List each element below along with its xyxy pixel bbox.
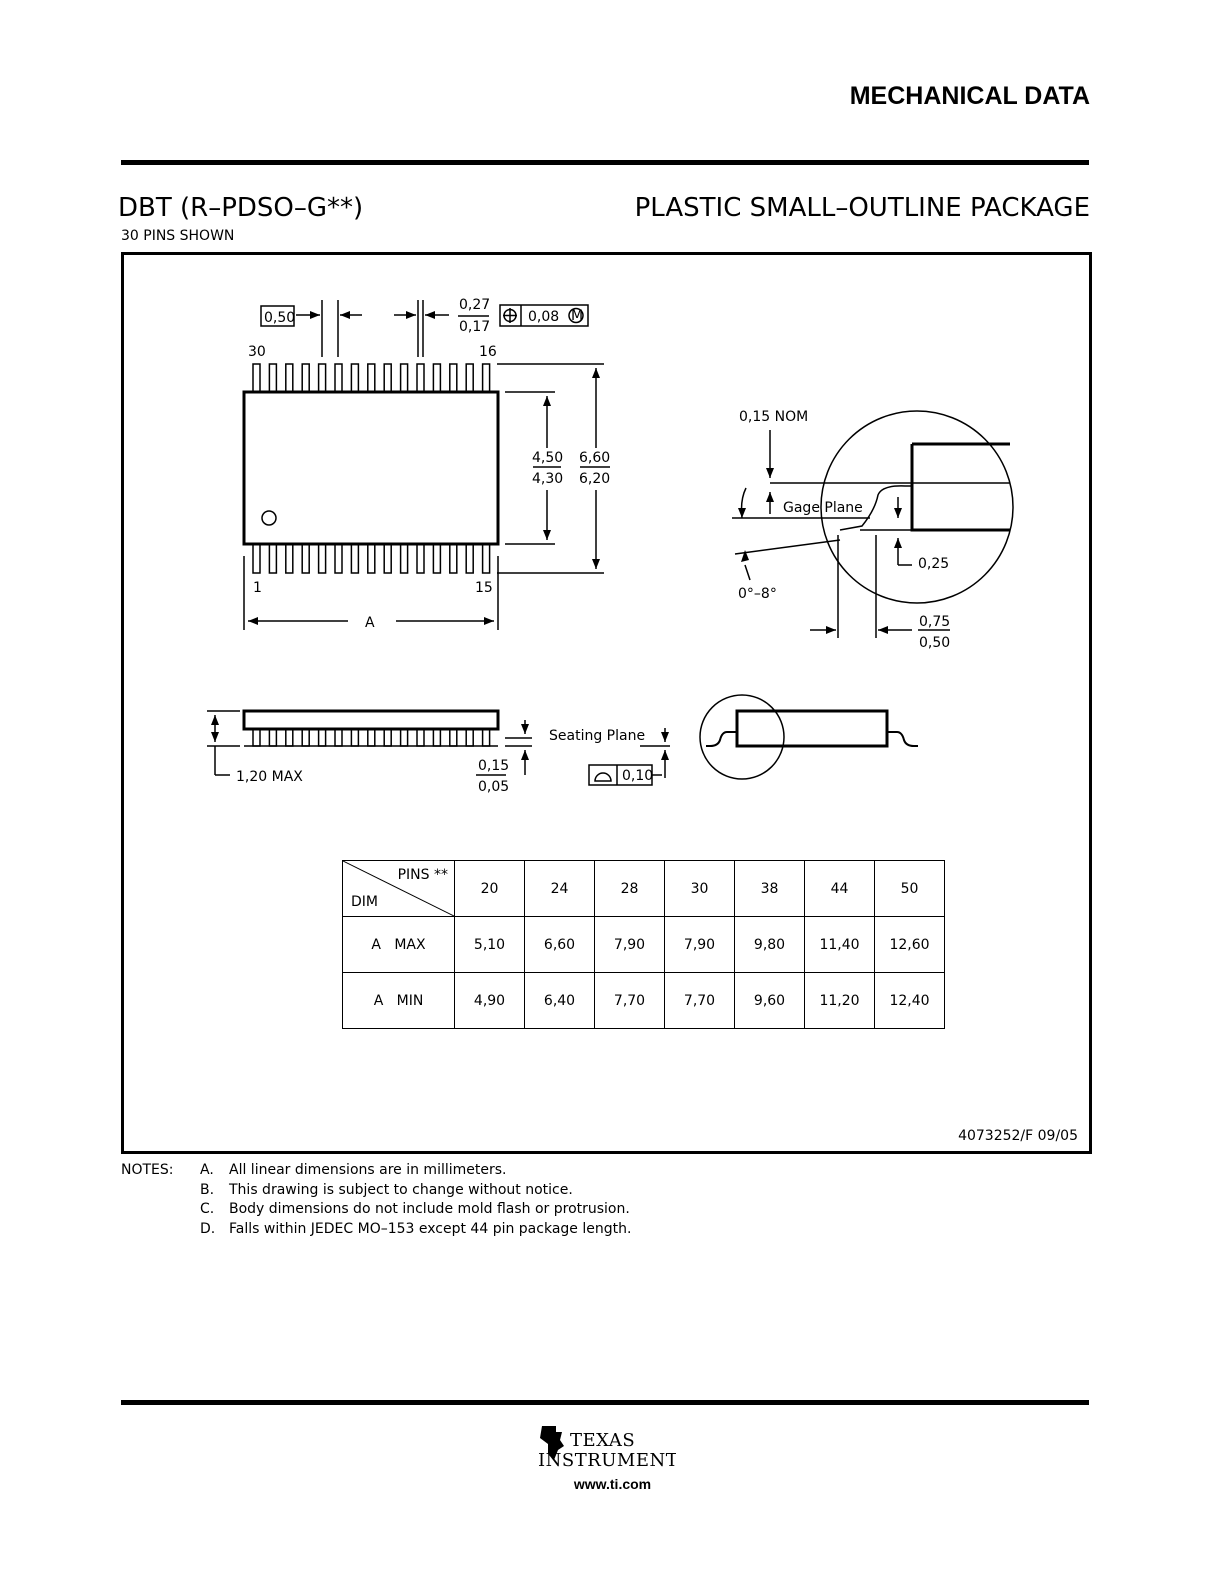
pin-15-label: 15: [475, 580, 493, 596]
table-cell: 6,40: [525, 973, 595, 1029]
lead: [286, 729, 293, 746]
lead: [483, 364, 490, 392]
pin-count-cell: 24: [525, 861, 595, 917]
table-cell: 7,70: [665, 973, 735, 1029]
lead: [384, 364, 391, 392]
standoff-max: 0,15: [478, 758, 510, 774]
foot-length-min: 0,50: [919, 635, 951, 651]
pin-count-cell: 30: [665, 861, 735, 917]
body-width-min: 4,30: [532, 471, 564, 487]
lead: [302, 364, 309, 392]
table-cell: 11,20: [805, 973, 875, 1029]
lead: [401, 544, 408, 573]
website-url: www.ti.com: [573, 1476, 652, 1492]
note-letter: D.: [200, 1221, 216, 1237]
foot-length-max: 0,75: [919, 614, 951, 630]
table-header-row: [343, 861, 945, 917]
table-cell: 7,90: [595, 917, 665, 973]
note-letter: B.: [200, 1182, 215, 1198]
lead: [433, 729, 440, 746]
pitch-value: 0,50: [264, 310, 296, 326]
note-text: Body dimensions do not include mold flash or protrusion.: [229, 1201, 630, 1217]
lead: [384, 729, 391, 746]
side-detail-circle: [700, 695, 784, 779]
pin-1-label: 1: [253, 580, 262, 596]
lead: [302, 729, 309, 746]
table-cell: 4,90: [455, 973, 525, 1029]
pin1-indicator: [262, 511, 276, 525]
drawing-labels: [236, 297, 950, 795]
lead: [319, 364, 326, 392]
table-cell: 9,80: [735, 917, 805, 973]
lead: [417, 729, 424, 746]
package-body-side-view: [244, 711, 498, 729]
logo-line-1: TEXAS: [570, 1430, 636, 1451]
lead: [450, 544, 457, 573]
bottom-rule: [121, 1400, 1089, 1405]
lead: [319, 544, 326, 573]
lead: [368, 729, 375, 746]
position-tolerance-value: 0,08: [528, 309, 560, 325]
lead: [450, 364, 457, 392]
lead: [466, 364, 473, 392]
note-text: This drawing is subject to change without notice.: [229, 1182, 573, 1198]
note-letter: A.: [200, 1162, 214, 1178]
pin-30-label: 30: [248, 344, 266, 360]
table-cell: 9,60: [735, 973, 805, 1029]
table-cell: 12,40: [875, 973, 945, 1029]
lead: [302, 544, 309, 573]
lead: [319, 729, 326, 746]
standoff-min: 0,05: [478, 779, 510, 795]
gage-dimension: 0,25: [918, 556, 950, 572]
lead: [417, 364, 424, 392]
table-row: [343, 917, 945, 973]
lead: [351, 544, 358, 573]
lead: [433, 364, 440, 392]
dimension-table: [342, 860, 945, 1029]
notes-label: NOTES:: [121, 1162, 174, 1178]
pin-count-cell: 28: [595, 861, 665, 917]
lead: [253, 364, 260, 392]
lead: [384, 544, 391, 573]
lead: [450, 729, 457, 746]
row-label: A MIN: [343, 973, 455, 1029]
lead: [351, 364, 358, 392]
lead: [335, 729, 342, 746]
lead: [269, 544, 276, 573]
lead: [286, 364, 293, 392]
lead: [466, 729, 473, 746]
lead: [269, 364, 276, 392]
lead-width-min: 0,17: [459, 319, 491, 335]
lead: [483, 729, 490, 746]
lead: [433, 544, 440, 573]
lead-angle: 0°–8°: [738, 586, 777, 602]
lead: [253, 544, 260, 573]
logo-line-2: INSTRUMENTS: [538, 1450, 676, 1468]
table-cell: 7,70: [595, 973, 665, 1029]
lead-span-min: 6,20: [579, 471, 611, 487]
table-cell: 12,60: [875, 917, 945, 973]
lead: [286, 544, 293, 573]
pin-16-label: 16: [479, 344, 497, 360]
note-text: All linear dimensions are in millimeters.: [229, 1162, 507, 1178]
nominal-thickness-label: 0,15 NOM: [739, 409, 809, 425]
lead: [417, 544, 424, 573]
ti-logo: [536, 1420, 676, 1472]
top-leads: [253, 364, 490, 392]
lead: [269, 729, 276, 746]
pins-shown-caption: 30 PINS SHOWN: [121, 228, 235, 244]
table-cell: 5,10: [455, 917, 525, 973]
length-label-a: A: [365, 615, 375, 631]
lead: [368, 364, 375, 392]
gage-plane-label: Gage Plane: [783, 500, 863, 516]
document-id: 4073252/F 09/05: [958, 1128, 1078, 1144]
ti-logo-icon: [536, 1420, 676, 1468]
table-cell: 6,60: [525, 917, 595, 973]
body-width-max: 4,50: [532, 450, 564, 466]
pin-count-cell: 38: [735, 861, 805, 917]
package-description: PLASTIC SMALL–OUTLINE PACKAGE: [634, 193, 1090, 223]
table-cell: 11,40: [805, 917, 875, 973]
lead: [335, 544, 342, 573]
lead-span-max: 6,60: [579, 450, 611, 466]
package-body-top-view: [244, 392, 498, 544]
lead: [351, 729, 358, 746]
lead: [401, 729, 408, 746]
seating-plane-label: Seating Plane: [549, 728, 646, 744]
pin-count-cell: 50: [875, 861, 945, 917]
lead: [368, 544, 375, 573]
lead: [253, 729, 260, 746]
lead: [466, 544, 473, 573]
package-body-side-detail: [737, 711, 887, 746]
note-letter: C.: [200, 1201, 215, 1217]
page-header-title: MECHANICAL DATA: [849, 82, 1090, 110]
lead: [335, 364, 342, 392]
package-id: DBT (R–PDSO–G**): [118, 193, 364, 223]
table-row: [343, 973, 945, 1029]
pins-header: PINS **: [397, 867, 448, 883]
pin-count-cell: 44: [805, 861, 875, 917]
table-cell: 7,90: [665, 917, 735, 973]
lead-width-max: 0,27: [459, 297, 491, 313]
lead: [483, 544, 490, 573]
height-max-label: 1,20 MAX: [236, 769, 303, 785]
side-view-leads: [253, 729, 490, 746]
material-condition-symbol: M: [571, 308, 584, 324]
dim-header: DIM: [351, 894, 378, 910]
bottom-leads: [253, 544, 490, 573]
note-text: Falls within JEDEC MO–153 except 44 pin package length.: [229, 1221, 632, 1237]
lead: [401, 364, 408, 392]
coplanarity-value: 0,10: [622, 768, 654, 784]
pin-count-cell: 20: [455, 861, 525, 917]
table-corner-cell: [343, 861, 455, 917]
row-label: A MAX: [343, 917, 455, 973]
